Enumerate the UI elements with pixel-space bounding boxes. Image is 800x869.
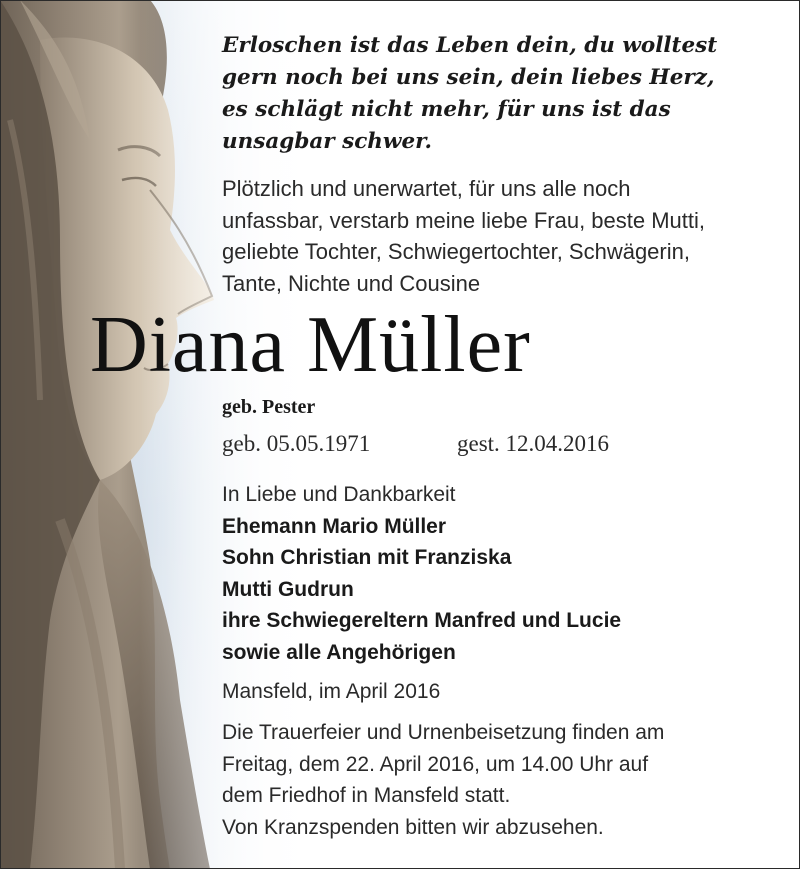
notice-line: dem Friedhof in Mansfeld statt. (222, 784, 511, 807)
notice-line: Freitag, dem 22. April 2016, um 14.00 Uhr auf (222, 752, 649, 776)
poem-line: gern noch bei uns sein, dein liebes Herz, (222, 65, 715, 90)
mourner-name: Sohn Christian mit Franziska (222, 546, 512, 569)
intro-line: geliebte Tochter, Schwiegertochter, Schwägerin, (222, 239, 690, 264)
intro-line: Plötzlich und unerwartet, für uns alle noch (222, 176, 631, 201)
poem-line: es schlägt nicht mehr, für uns ist das (222, 97, 671, 122)
intro-line: Tante, Nichte und Cousine (222, 270, 481, 296)
place-date: Mansfeld, im April 2016 (222, 680, 441, 703)
intro-line: unfassbar, verstarb meine liebe Frau, beste Mutti, (222, 207, 706, 233)
mourner-name: Mutti Gudrun (222, 577, 354, 601)
poem-line: Erloschen ist das Leben dein, du wolltest (222, 33, 718, 58)
mourner-name: sowie alle Angehörigen (222, 640, 456, 664)
poem-line: unsagbar schwer. (222, 129, 432, 154)
notice-line: Von Kranzspenden bitten wir abzusehen. (222, 815, 604, 839)
birth-date: geb. 05.05.1971 (222, 431, 371, 456)
death-date: gest. 12.04.2016 (457, 431, 610, 456)
birth-name: geb. Pester (222, 396, 316, 418)
mourner-name: ihre Schwiegereltern Manfred und Lucie (222, 609, 622, 632)
deceased-name: Diana Müller (90, 301, 531, 389)
mourners-intro: In Liebe und Dankbarkeit (222, 483, 456, 506)
notice-line: Die Trauerfeier und Urnenbeisetzung finden am (222, 721, 665, 744)
mourner-name: Ehemann Mario Müller (222, 514, 447, 538)
